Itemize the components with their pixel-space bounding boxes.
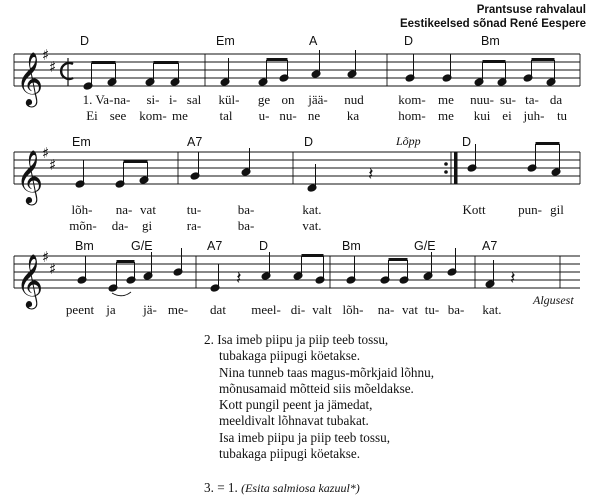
chord-label: A7 [207,239,223,253]
lyric-syllable: ne [307,108,321,123]
sharp-icon: ♯ [49,260,57,278]
sharp-icon: ♯ [42,46,50,64]
lyric-syllable: tal [219,108,233,123]
lyric-syllable: kom- [139,108,167,123]
verse-2-text [204,332,434,462]
lyric-syllable: vat. [302,218,322,233]
da-capo-marker: Algusest [533,293,574,307]
sharp-icon: ♯ [49,58,57,76]
lyrics-credit: Eestikeelsed sõnad René Eespere [399,18,586,30]
lyric-syllable: nud [344,92,364,107]
lyric-syllable: valt [312,302,332,317]
verse-line: tubakaga piipugi köetakse. [219,348,360,364]
chord-label: A7 [187,135,203,149]
lyric-syllable: meel- [251,302,281,317]
verse-line: Nina tunneb taas magus-mõrkjaid lõhnu, [219,364,434,380]
chord-label: D [80,34,90,48]
lyric-syllable: Ei [86,108,98,123]
lyric-syllable: on [281,92,295,107]
lyric-syllable: kül- [218,92,240,107]
lyric-syllable: na- [115,202,133,217]
lyric-syllable: gi [141,218,153,233]
quarter-rest-icon: 𝄽 [236,268,242,289]
chord-label: G/E [414,239,436,253]
fine-marker: Lõpp [396,134,421,148]
lyric-syllable: lõh- [342,302,364,317]
lyric-syllable: su- [500,92,516,107]
lyric-syllable: na- [113,92,131,107]
lyric-syllable: juh- [523,108,545,123]
lyric-syllable: sal [186,92,202,107]
lyric-syllable: kom- [398,92,426,107]
treble-clef-icon: 𝄞 [16,149,44,203]
lyric-syllable: ka [346,108,360,123]
chord-label: G/E [131,239,153,253]
verse-3-label: 3. = 1. [204,480,238,495]
lyric-syllable: tu- [424,302,440,317]
lyric-syllable: see [109,108,127,123]
chord-label: D [259,239,269,253]
lyric-syllable: me- [167,302,189,317]
lyric-syllable: lõh- [71,202,93,217]
lyric-syllable: na- [377,302,395,317]
lyric-syllable: kat. [302,202,322,217]
lyric-syllable: nuu- [470,92,494,107]
verse-line: mõnusamaid mõtteid siis mõeldakse. [219,380,414,396]
chord-label: D [462,135,472,149]
verse-line: Kott pungil peent ja jämedat, [219,397,373,413]
lyric-syllable: di- [290,302,306,317]
verse-3-instruction [204,480,360,496]
treble-clef-icon: 𝄞 [16,51,44,105]
lyric-syllable: ba- [237,202,255,217]
chord-label: A [309,34,318,48]
staff-3 [14,256,580,288]
lyric-syllable: ba- [447,302,465,317]
lyric-syllable: ja [106,302,116,317]
lyric-syllable: tu- [186,202,202,217]
lyric-syllable: me [438,108,454,123]
lyric-syllable: jää- [308,92,328,107]
lyric-syllable: da [549,92,563,107]
lyric-syllable: gil [550,202,564,217]
chord-label: A7 [482,239,498,253]
quarter-rest-icon: 𝄽 [510,268,516,289]
lyric-syllable: me [438,92,454,107]
lyric-syllable: vat [402,302,418,317]
melody-credit: Prantsuse rahvalaul [476,4,586,16]
lyric-syllable: ei [502,108,512,123]
chord-label: D [404,34,414,48]
lyric-syllable: dat [210,302,226,317]
sharp-icon: ♯ [49,156,57,174]
lyric-syllable: vat [140,202,156,217]
verse-line: meeldivalt lõhnavat tubakat. [219,413,369,429]
treble-clef-icon: 𝄞 [16,253,44,307]
chord-label: Bm [481,34,500,48]
chord-label: Em [72,135,91,149]
staff-2 [14,152,580,184]
lyric-syllable: peent [65,302,95,317]
chord-label: D [304,135,314,149]
lyric-syllable: ge [257,92,271,107]
sharp-icon: ♯ [42,144,50,162]
quarter-rest-icon: 𝄽 [368,164,374,185]
lyric-syllable: hom- [398,108,426,123]
lyric-syllable: tu [556,108,568,123]
lyric-syllable: pun- [518,202,542,217]
lyric-syllable: 1. Va- [82,92,114,107]
lyric-syllable: i- [169,92,177,107]
verse-line: tubakaga piipugi köetakse. [219,446,360,462]
notes-system-2 [75,142,561,192]
chord-label: Bm [342,239,361,253]
lyric-syllable: jä- [143,302,157,317]
lyric-syllable: kui [473,108,491,123]
chord-label: Bm [75,239,94,253]
staff-1 [14,54,580,86]
lyric-syllable: me [172,108,188,123]
lyric-syllable: ba- [237,218,255,233]
chord-label: Em [216,34,235,48]
lyric-syllable: mõn- [69,218,97,233]
kazoo-note: (Esita salmiosa kazuul*) [241,481,360,495]
verse-line: 2. Isa imeb piipu ja piip teeb tossu, [204,332,389,347]
lyric-syllable: kat. [482,302,502,317]
lyric-syllable: ra- [186,218,202,233]
lyric-syllable: ta- [525,92,539,107]
sharp-icon: ♯ [42,248,50,266]
lyric-syllable: da- [111,218,129,233]
lyric-syllable: si- [146,92,160,107]
lyric-syllable: u- [258,108,270,123]
verse-line: Isa imeb piipu ja piip teeb tossu, [219,429,391,445]
lyric-syllable: Kott [462,202,486,217]
lyric-syllable: nu- [279,108,297,123]
